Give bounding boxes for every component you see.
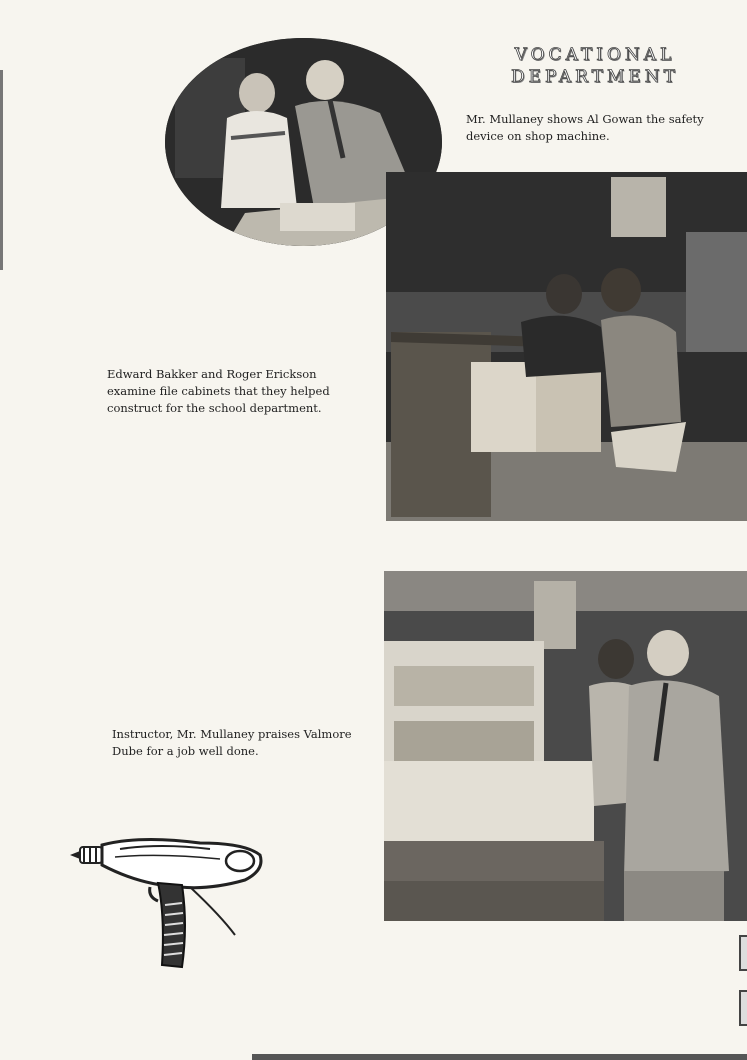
scan-edge-bottom bbox=[252, 1054, 747, 1060]
drill-icon bbox=[70, 835, 265, 975]
page-title bbox=[500, 44, 690, 88]
caption-middle: Edward Bakker and Roger Erickson examine file cabinets that they helped construct for the school department. bbox=[107, 367, 330, 415]
caption-bottom: Instructor, Mr. Mullaney praises Valmore Dube for a job well done. bbox=[112, 727, 352, 758]
workbench-photo bbox=[384, 571, 747, 921]
page-title-line-2: DEPARTMENT bbox=[510, 67, 680, 87]
scan-edge-left bbox=[0, 70, 3, 270]
caption-top: Mr. Mullaney shows Al Gowan the safety device on shop machine. bbox=[466, 112, 704, 143]
page-title-line-1: VOCATIONAL bbox=[514, 45, 676, 65]
scan-edge-right-upper bbox=[739, 935, 747, 971]
scan-edge-right-lower bbox=[739, 990, 747, 1026]
file-cabinet-photo bbox=[386, 172, 747, 521]
